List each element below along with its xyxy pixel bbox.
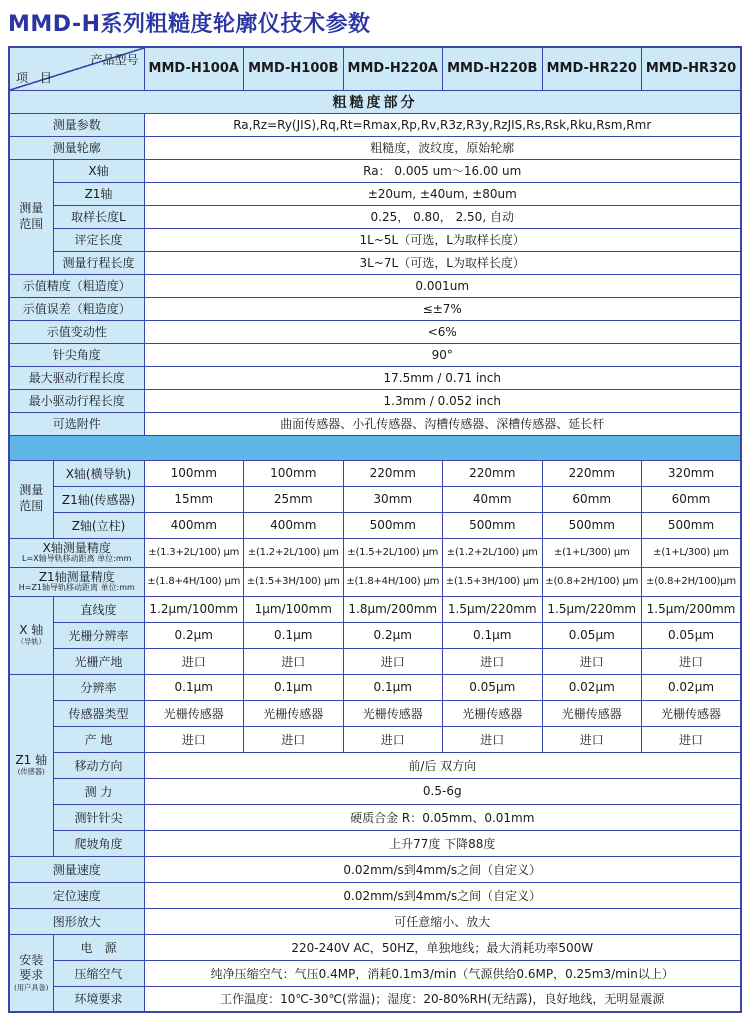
row-label: 评定长度 xyxy=(53,228,144,251)
group-label-line: 范围 xyxy=(19,216,44,231)
cell-value: 0.2μm xyxy=(343,622,443,648)
group-label-measure-range xyxy=(9,159,53,274)
cell-value: Ra： 0.005 um～16.00 um xyxy=(144,159,741,182)
cell-value: 1.2μm/100mm xyxy=(144,596,244,622)
row-label: 分辨率 xyxy=(53,674,144,700)
cell-value: 进口 xyxy=(244,726,344,752)
cell-value: <6% xyxy=(144,320,741,343)
cell-value: 上升77度 下降88度 xyxy=(144,830,741,856)
cell-value: 进口 xyxy=(144,648,244,674)
cell-value: ±(1.8+4H/100) μm xyxy=(144,567,244,596)
group-label-line: 范围 xyxy=(19,499,44,513)
cell-value: ±(0.8+2H/100)μm xyxy=(642,567,742,596)
cell-value: 0.1μm xyxy=(443,622,543,648)
cell-value: Ra,Rz=Ry(JIS),Rq,Rt=Rmax,Rp,Rv,R3z,R3y,RzJIS,Rs,Rsk,Rku,Rsm,Rmr xyxy=(144,113,741,136)
spec-table xyxy=(8,46,742,1013)
cell-value: 500mm xyxy=(542,512,642,538)
cell-value: 400mm xyxy=(144,512,244,538)
cell-value: 0.25， 0.80， 2.50, 自动 xyxy=(144,205,741,228)
corner-product-model-label: 产品型号 xyxy=(90,53,139,67)
row-label: 测 力 xyxy=(53,778,144,804)
row-label: 光栅分辨率 xyxy=(53,622,144,648)
cell-value: 进口 xyxy=(443,726,543,752)
row-label: 示值变动性 xyxy=(9,320,144,343)
section-band-roughness: 粗糙度部分 xyxy=(9,90,741,113)
cell-value: 100mm xyxy=(144,460,244,486)
cell-value: 0.1μm xyxy=(244,674,344,700)
row-label: 定位速度 xyxy=(9,882,144,908)
row-label: 直线度 xyxy=(53,596,144,622)
cell-value: 进口 xyxy=(343,726,443,752)
row-label: 最小驱动行程长度 xyxy=(9,389,144,412)
cell-value: 90° xyxy=(144,343,741,366)
cell-value: 0.02μm xyxy=(642,674,742,700)
group-label-note: (用户具备) xyxy=(14,983,49,992)
cell-value: 0.1μm xyxy=(144,674,244,700)
model-header: MMD-H100B xyxy=(244,47,344,90)
row-label: 压缩空气 xyxy=(53,960,144,986)
cell-value: ±20um, ±40um, ±80um xyxy=(144,182,741,205)
cell-value: ±(1.2+2L/100) μm xyxy=(244,538,344,567)
cell-value: ±(1.3+2L/100) μm xyxy=(144,538,244,567)
cell-value: 光栅传感器 xyxy=(244,700,344,726)
cell-value: 30mm xyxy=(343,486,443,512)
cell-value: 0.5-6g xyxy=(144,778,741,804)
row-label: 测量参数 xyxy=(9,113,144,136)
row-label: Z轴(立柱) xyxy=(53,512,144,538)
cell-value: 纯净压缩空气：气压0.4MP，消耗0.1m3/min（气源供给0.6MP，0.25m3/min以上） xyxy=(144,960,741,986)
model-header: MMD-H220B xyxy=(443,47,543,90)
page-title: MMD-H系列粗糙度轮廓仪技术参数 xyxy=(8,12,371,37)
group-label-note: （导轨） xyxy=(16,637,46,647)
cell-value: ±(1.5+3H/100) μm xyxy=(443,567,543,596)
cell-value: 500mm xyxy=(443,512,543,538)
cell-value: 3L~7L（可选，L为取样长度） xyxy=(144,251,741,274)
group-label-line: 测量 xyxy=(19,200,44,215)
row-label: 最大驱动行程长度 xyxy=(9,366,144,389)
cell-value: 光栅传感器 xyxy=(144,700,244,726)
row-label-main: Z1轴测量精度 xyxy=(38,569,115,584)
cell-value: 0.1μm xyxy=(244,622,344,648)
cell-value: 220mm xyxy=(443,460,543,486)
cell-value: 曲面传感器、小孔传感器、沟槽传感器、深槽传感器、延长杆 xyxy=(144,412,741,435)
cell-value: 光栅传感器 xyxy=(542,700,642,726)
corner-item-label: 项 目 xyxy=(16,70,56,85)
cell-value: 0.05μm xyxy=(443,674,543,700)
group-label-line: 要求 xyxy=(19,968,44,983)
cell-value: 1.5μm/200mm xyxy=(642,596,742,622)
group-label-install xyxy=(9,934,53,1012)
cell-value: 光栅传感器 xyxy=(642,700,742,726)
row-label: 针尖角度 xyxy=(9,343,144,366)
group-label-line: 安装 xyxy=(19,952,44,967)
row-label: Z1轴 xyxy=(53,182,144,205)
cell-value: 光栅传感器 xyxy=(443,700,543,726)
row-label-note: H=Z1轴导轨移动距离 单位:mm xyxy=(18,583,135,593)
model-header: MMD-H100A xyxy=(144,47,244,90)
cell-value: 0.05μm xyxy=(642,622,742,648)
row-label: 取样长度L xyxy=(53,205,144,228)
cell-value: 220mm xyxy=(343,460,443,486)
group-label-measure-range xyxy=(9,460,53,538)
cell-value: 进口 xyxy=(443,648,543,674)
cell-value: 进口 xyxy=(542,648,642,674)
cell-value: 0.02mm/s到4mm/s之间（自定义） xyxy=(144,882,741,908)
row-label: 测量轮廓 xyxy=(9,136,144,159)
row-label-main: X轴测量精度 xyxy=(42,540,111,555)
row-label: 示值精度（粗造度） xyxy=(9,274,144,297)
row-label: X轴 xyxy=(53,159,144,182)
row-label-note: L=X轴导轨移动距离 单位:mm xyxy=(22,554,132,564)
cell-value: 1.5μm/220mm xyxy=(542,596,642,622)
row-label: Z1轴(传感器) xyxy=(53,486,144,512)
cell-value: 40mm xyxy=(443,486,543,512)
row-label: 测量行程长度 xyxy=(53,251,144,274)
row-label: 环境要求 xyxy=(53,986,144,1012)
cell-value: 220-240V AC，50HZ，单独地线；最大消耗功率500W xyxy=(144,934,741,960)
cell-value: 硬质合金 R：0.05mm、0.01mm xyxy=(144,804,741,830)
cell-value: 1L~5L（可选，L为取样长度） xyxy=(144,228,741,251)
cell-value: ±(1+L/300) μm xyxy=(542,538,642,567)
cell-value: 15mm xyxy=(144,486,244,512)
row-label: 光栅产地 xyxy=(53,648,144,674)
row-label: 测针针尖 xyxy=(53,804,144,830)
cell-value: 0.02mm/s到4mm/s之间（自定义） xyxy=(144,856,741,882)
cell-value: ±(0.8+2H/100) μm xyxy=(542,567,642,596)
cell-value: 进口 xyxy=(244,648,344,674)
row-label: X轴(横导轨) xyxy=(53,460,144,486)
cell-value: 17.5mm / 0.71 inch xyxy=(144,366,741,389)
cell-value: 光栅传感器 xyxy=(343,700,443,726)
cell-value: 进口 xyxy=(542,726,642,752)
row-label: 测量速度 xyxy=(9,856,144,882)
row-label: 图形放大 xyxy=(9,908,144,934)
section-separator xyxy=(9,435,741,460)
cell-value: ±(1+L/300) μm xyxy=(642,538,742,567)
group-label-x-axis xyxy=(9,596,53,674)
row-label: 爬坡角度 xyxy=(53,830,144,856)
cell-value: 1.5μm/220mm xyxy=(443,596,543,622)
cell-value: 400mm xyxy=(244,512,344,538)
group-label-z1-axis xyxy=(9,674,53,856)
cell-value: 25mm xyxy=(244,486,344,512)
cell-value: 工作温度：10℃-30℃(常温)；湿度：20-80%RH(无结露)，良好地线，无明显震源 xyxy=(144,986,741,1012)
cell-value: 进口 xyxy=(343,648,443,674)
cell-value: 60mm xyxy=(542,486,642,512)
cell-value: 100mm xyxy=(244,460,344,486)
cell-value: ±(1.2+2L/100) μm xyxy=(443,538,543,567)
group-label-line: X 轴 xyxy=(19,622,44,637)
cell-value: 进口 xyxy=(642,648,742,674)
group-label-note: (传感器) xyxy=(17,767,45,777)
row-label: 示值误差（粗造度） xyxy=(9,297,144,320)
model-header: MMD-H220A xyxy=(343,47,443,90)
cell-value: 进口 xyxy=(144,726,244,752)
cell-value: 0.02μm xyxy=(542,674,642,700)
row-label xyxy=(9,538,144,567)
row-label: 产 地 xyxy=(53,726,144,752)
cell-value: 1.3mm / 0.052 inch xyxy=(144,389,741,412)
cell-value: 60mm xyxy=(642,486,742,512)
cell-value: 可任意缩小、放大 xyxy=(144,908,741,934)
corner-cell xyxy=(9,47,144,90)
row-label xyxy=(9,567,144,596)
group-label-line: Z1 轴 xyxy=(15,752,48,767)
cell-value: ±(1.5+3H/100) μm xyxy=(244,567,344,596)
row-label: 可选附件 xyxy=(9,412,144,435)
cell-value: 320mm xyxy=(642,460,742,486)
cell-value: 0.2μm xyxy=(144,622,244,648)
cell-value: ±(1.5+2L/100) μm xyxy=(343,538,443,567)
row-label: 电 源 xyxy=(53,934,144,960)
cell-value: ±(1.8+4H/100) μm xyxy=(343,567,443,596)
cell-value: 1.8μm/200mm xyxy=(343,596,443,622)
cell-value: 220mm xyxy=(542,460,642,486)
model-header: MMD-HR320 xyxy=(642,47,742,90)
cell-value: 进口 xyxy=(642,726,742,752)
cell-value: 500mm xyxy=(343,512,443,538)
cell-value: 0.001um xyxy=(144,274,741,297)
row-label: 传感器类型 xyxy=(53,700,144,726)
group-label-line: 测量 xyxy=(19,483,44,498)
cell-value: 0.1μm xyxy=(343,674,443,700)
row-label: 移动方向 xyxy=(53,752,144,778)
cell-value: 前/后 双方向 xyxy=(144,752,741,778)
cell-value: 0.05μm xyxy=(542,622,642,648)
cell-value: 1μm/100mm xyxy=(244,596,344,622)
cell-value: 粗糙度，波纹度，原始轮廓 xyxy=(144,136,741,159)
cell-value: ≤±7% xyxy=(144,297,741,320)
model-header: MMD-HR220 xyxy=(542,47,642,90)
cell-value: 500mm xyxy=(642,512,742,538)
